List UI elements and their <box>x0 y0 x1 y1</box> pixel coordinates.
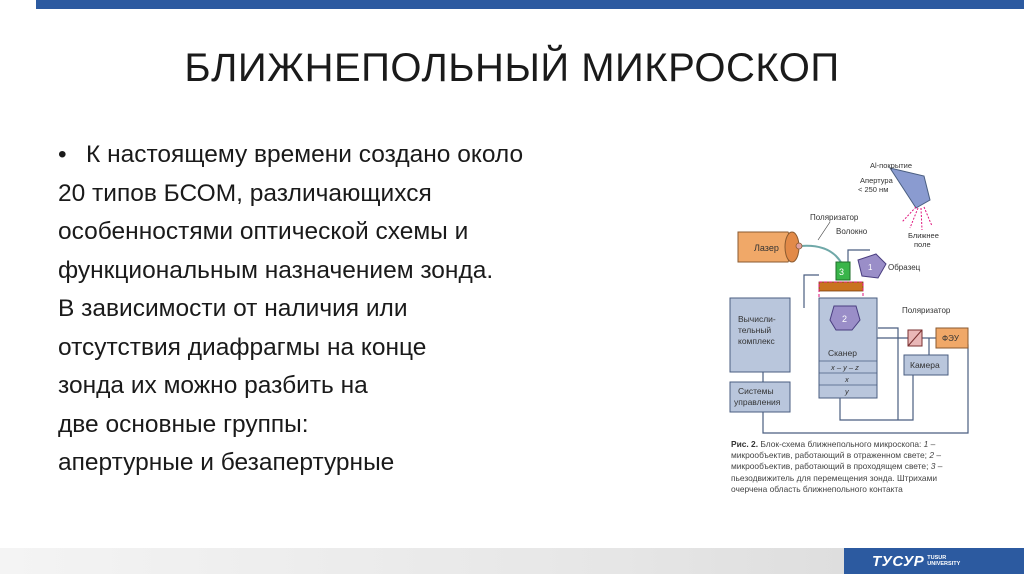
body-line: 20 типов БСОМ, различающихся <box>58 179 432 207</box>
computer-box <box>730 298 790 372</box>
polarizer-right-label: Поляризатор <box>902 306 951 315</box>
probe-tip-icon <box>890 168 930 208</box>
piezo-number: 3 <box>839 267 845 277</box>
polarizer-top-label: Поляризатор <box>810 213 859 222</box>
scan-y-label: y <box>845 387 849 396</box>
coupler-icon <box>796 243 802 249</box>
control-label-2: управления <box>734 397 781 407</box>
tusur-logo <box>872 552 960 570</box>
near-field-rays <box>902 207 932 230</box>
control-label-1: Системы <box>738 386 774 396</box>
camera-label: Камера <box>910 360 940 370</box>
scanner-label: Сканер <box>828 348 857 358</box>
top-accent-bar <box>36 0 1024 9</box>
body-line: две основные группы: <box>58 410 309 438</box>
objective-1-number: 1 <box>868 263 873 272</box>
aperture-label-2: < 250 нм <box>858 185 889 194</box>
body-line: отсутствия диафрагмы на конце <box>58 333 427 361</box>
body-line: В зависимости от наличия или <box>58 295 408 322</box>
scan-xyz-label: x – y – z <box>831 363 859 372</box>
near-field-label-1: Ближнее <box>908 231 939 240</box>
body-line: апертурные и безапертурные <box>58 449 395 476</box>
microscope-diagram <box>718 150 980 435</box>
fiber-label: Волокно <box>836 227 868 236</box>
body-line: функциональным назначением зонда. <box>58 256 494 284</box>
slide-title: БЛИЖНЕПОЛЬНЫЙ МИКРОСКОП <box>184 46 840 90</box>
logo-subtitle: TUSUR UNIVERSITY <box>927 555 961 567</box>
bullet-glyph: • <box>58 141 67 168</box>
pmt-label: ФЭУ <box>942 334 959 343</box>
computer-label-3: комплекс <box>738 336 775 346</box>
body-line: особенностями оптической схемы и <box>58 218 469 245</box>
computer-label-2: тельный <box>738 325 772 335</box>
aperture-label-1: Апертура <box>860 176 893 185</box>
near-field-label-2: поле <box>914 240 931 249</box>
laser-label: Лазер <box>754 243 779 253</box>
logo-mark: ТУСУР <box>872 552 925 570</box>
objective-2-number: 2 <box>842 314 848 324</box>
sample-label: Образец <box>888 263 921 272</box>
caption-lead: Рис. 2. <box>731 439 759 449</box>
al-coating-label: Al-покрытие <box>870 161 913 170</box>
slide-body <box>58 136 678 483</box>
computer-label-1: Вычисли- <box>738 314 776 324</box>
body-line: зонда их можно разбить на <box>58 372 368 399</box>
pointer-line <box>818 222 830 240</box>
scan-x-label: x <box>845 375 849 384</box>
sample-slab <box>819 282 863 291</box>
body-line: • К настоящему времени создано около <box>58 136 678 175</box>
figure-caption: Рис. 2. Блок-схема ближнепольного микроскопа: 1 – микрообъектив, работающий в отраженном свете; 2 – микрообъектив, работающий в проходящем свете; 3 – пьезодвижитель для перемещения зонда. Штрихами очерчена область ближнепольного контакта <box>731 439 943 494</box>
